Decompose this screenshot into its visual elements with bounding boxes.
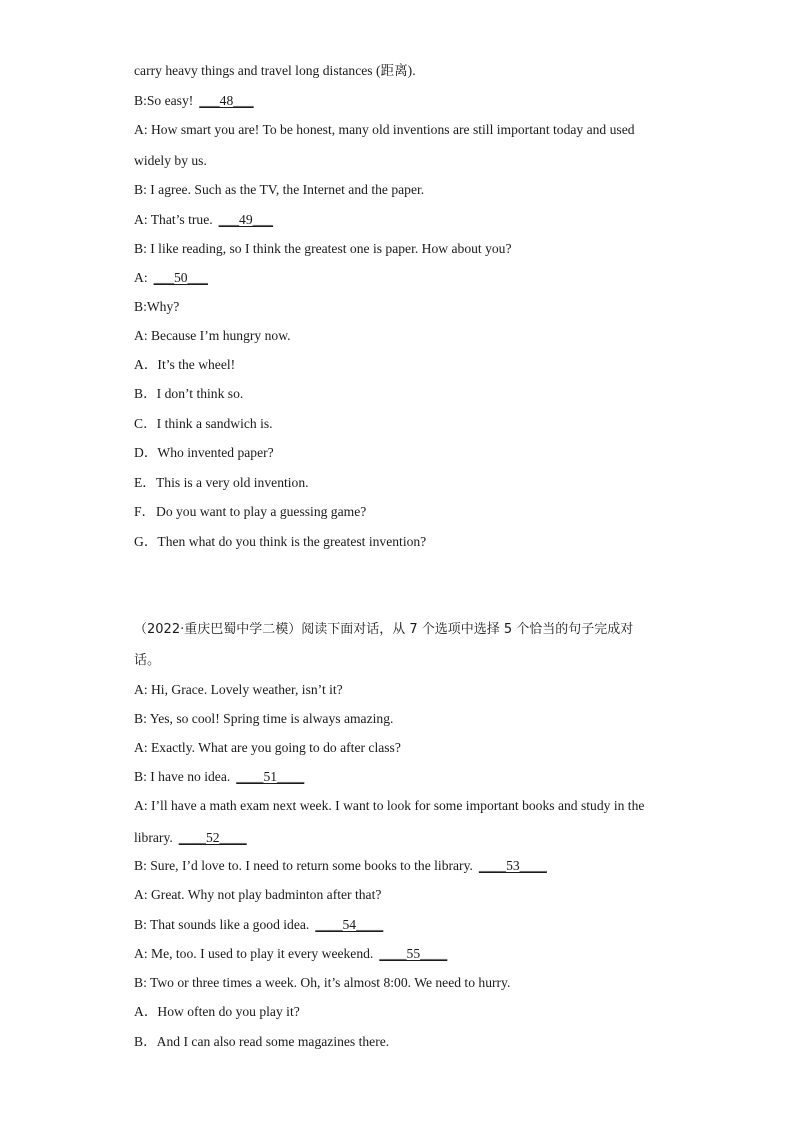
dialogue-line: A: ___50___: [134, 270, 208, 285]
option-item-b: B．And I can also read some magazines there.: [134, 1034, 390, 1049]
answer-blank-48[interactable]: ___48___: [199, 93, 254, 108]
dialogue-line: B: I have no idea. ____51____: [134, 769, 305, 784]
dialogue-line: B: I agree. Such as the TV, the Internet and the paper.: [134, 182, 425, 197]
answer-blank-52[interactable]: ____52____: [178, 830, 247, 845]
option-item-a: A．It’s the wheel!: [134, 357, 236, 372]
option-item-c: C．I think a sandwich is.: [134, 416, 273, 431]
dialogue-line: B: Two or three times a week. Oh, it’s almost 8:00. We need to hurry.: [134, 975, 511, 990]
dialogue-line: B: That sounds like a good idea. ____54____: [134, 917, 384, 932]
option-item-e: E．This is a very old invention.: [134, 475, 309, 490]
answer-blank-54[interactable]: ____54____: [315, 917, 384, 932]
dialogue-line: B:Why?: [134, 299, 180, 314]
dialogue-line: A: I’ll have a math exam next week. I want to look for some important books and study in the: [134, 798, 645, 813]
answer-blank-50[interactable]: ___50___: [153, 270, 208, 285]
dialogue-line: A: That’s true. ___49___: [134, 212, 274, 227]
dialogue-line: A: Exactly. What are you going to do after class?: [134, 740, 401, 755]
option-item-f: F．Do you want to play a guessing game?: [134, 504, 367, 519]
dialogue-line: A: Me, too. I used to play it every weekend. ____55____: [134, 946, 448, 961]
dialogue-line: A: Hi, Grace. Lovely weather, isn’t it?: [134, 682, 343, 697]
answer-blank-55[interactable]: ____55____: [379, 946, 448, 961]
question-instruction-continued: 话。: [134, 653, 161, 668]
answer-blank-49[interactable]: ___49___: [218, 212, 274, 227]
dialogue-line: A: Because I’m hungry now.: [134, 328, 291, 343]
answer-blank-53[interactable]: ____53____: [478, 858, 547, 873]
option-item-g: G．Then what do you think is the greatest invention?: [134, 534, 427, 549]
answer-blank-51[interactable]: ____51____: [236, 769, 305, 784]
dialogue-line: library. ____52____: [134, 830, 247, 845]
question-instruction: （2022·重庆巴蜀中学二模）阅读下面对话，从 7 个选项中选择 5 个恰当的句子完成对: [134, 622, 634, 637]
dialogue-line: widely by us.: [134, 153, 207, 168]
dialogue-line: A: Great. Why not play badminton after that?: [134, 887, 382, 902]
dialogue-line: B: I like reading, so I think the greatest one is paper. How about you?: [134, 241, 512, 256]
dialogue-line: A: How smart you are! To be honest, many old inventions are still important today and used: [134, 122, 635, 137]
option-item-d: D．Who invented paper?: [134, 445, 274, 460]
dialogue-line: B: Yes, so cool! Spring time is always amazing.: [134, 711, 394, 726]
option-item-a: A．How often do you play it?: [134, 1004, 300, 1019]
option-item-b: B．I don’t think so.: [134, 386, 244, 401]
dialogue-line: carry heavy things and travel long distances (距离).: [134, 63, 416, 78]
dialogue-line: B:So easy! ___48___: [134, 93, 254, 108]
dialogue-line: B: Sure, I’d love to. I need to return some books to the library. ____53____: [134, 858, 547, 873]
